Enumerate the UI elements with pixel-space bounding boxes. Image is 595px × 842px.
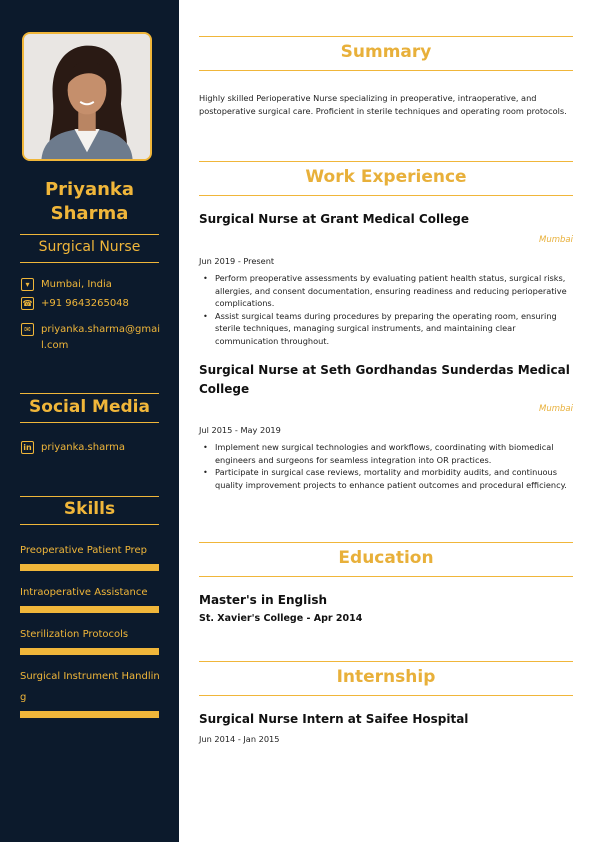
- location-text: Mumbai, India: [41, 279, 112, 290]
- candidate-last-name: Sharma: [50, 203, 129, 224]
- contact-phone: [21, 296, 163, 312]
- phone-text: +91 9643265048: [41, 298, 129, 309]
- job-bullet: • Assist surgical teams during procedures by preparing the operating room, ensuring sterile techniques, managing surgical instruments, and maintaining clear communication throughout.: [199, 310, 573, 348]
- divider: [20, 393, 159, 394]
- divider: [199, 36, 573, 37]
- internship-title: Surgical Nurse Intern at Saifee Hospital: [199, 712, 469, 726]
- skill-name: Sterilization Protocols: [20, 629, 129, 640]
- summary-heading: Summary: [340, 42, 432, 62]
- skill-level-bar: [20, 711, 159, 718]
- job-bullet-list: [199, 272, 573, 347]
- job-bullet: • Participate in surgical case reviews, mortality and morbidity audits, and continuous quality improvement projects to enhance patient outcomes and procedural efficiency.: [199, 466, 573, 491]
- divider: [199, 70, 573, 71]
- social-media-heading: Social Media: [29, 397, 150, 417]
- divider: [199, 161, 573, 162]
- divider: [20, 496, 159, 497]
- divider: [20, 422, 159, 423]
- phone-icon: ☎: [21, 297, 34, 310]
- job-bullet: • Implement new surgical technologies and workflows, coordinating with biomedical engineers and surgeons for seamless integration into OR practices.: [199, 441, 573, 466]
- job-title: Surgical Nurse at Grant Medical College: [199, 212, 470, 226]
- map-pin-icon: ▾: [21, 278, 34, 291]
- contact-email[interactable]: [21, 322, 163, 354]
- linkedin-link[interactable]: priyanka.sharma: [41, 442, 126, 453]
- skill-name: Preoperative Patient Prep: [20, 545, 147, 556]
- skill-name: Intraoperative Assistance: [20, 587, 148, 598]
- divider: [199, 195, 573, 196]
- education-heading: Education: [338, 548, 434, 568]
- divider: [199, 576, 573, 577]
- school-info: St. Xavier's College - Apr 2014: [199, 613, 363, 624]
- job-bullet: • Perform preoperative assessments by evaluating patient health status, surgical risks, allergies, and consent documentation, ensuring readiness and reducing perioperative complications.: [199, 272, 573, 310]
- job-location: Mumbai: [539, 404, 573, 414]
- skill-level-bar: [20, 648, 159, 655]
- degree-title: Master's in English: [199, 593, 328, 607]
- work-experience-heading: Work Experience: [305, 167, 467, 187]
- divider: [199, 661, 573, 662]
- divider: [20, 262, 159, 263]
- skill-name: Surgical Instrument Handling: [20, 671, 160, 703]
- divider: [199, 695, 573, 696]
- job-location: Mumbai: [539, 235, 573, 245]
- job-title: Surgical Nurse at Seth Gordhandas Sunderdas Medical College: [199, 363, 570, 396]
- candidate-first-name: Priyanka: [44, 179, 135, 200]
- sidebar: [0, 0, 179, 842]
- divider: [20, 234, 159, 235]
- skills-heading: Skills: [63, 499, 116, 519]
- linkedin-item[interactable]: [21, 440, 163, 456]
- internship-dates: Jun 2014 - Jan 2015: [199, 734, 280, 744]
- job-dates: Jun 2019 - Present: [199, 256, 275, 266]
- job-role: Surgical Nurse: [38, 239, 141, 255]
- envelope-icon: ✉: [21, 323, 34, 336]
- email-link[interactable]: priyanka.sharma@gmail.com: [41, 324, 161, 351]
- main-content: [199, 0, 573, 842]
- job-dates: Jul 2015 - May 2019: [199, 425, 281, 435]
- linkedin-icon: in: [21, 441, 34, 454]
- skill-level-bar: [20, 606, 159, 613]
- skill-level-bar: [20, 564, 159, 571]
- summary-text: Highly skilled Perioperative Nurse specializing in preoperative, intraoperative, and postoperative surgical care. Proficient in sterile techniques and operating room protocols.: [199, 93, 567, 116]
- divider: [199, 542, 573, 543]
- divider: [20, 524, 159, 525]
- job-bullet-list: [199, 441, 573, 491]
- internship-heading: Internship: [336, 667, 436, 687]
- contact-location: [21, 277, 163, 293]
- profile-photo: [22, 32, 152, 161]
